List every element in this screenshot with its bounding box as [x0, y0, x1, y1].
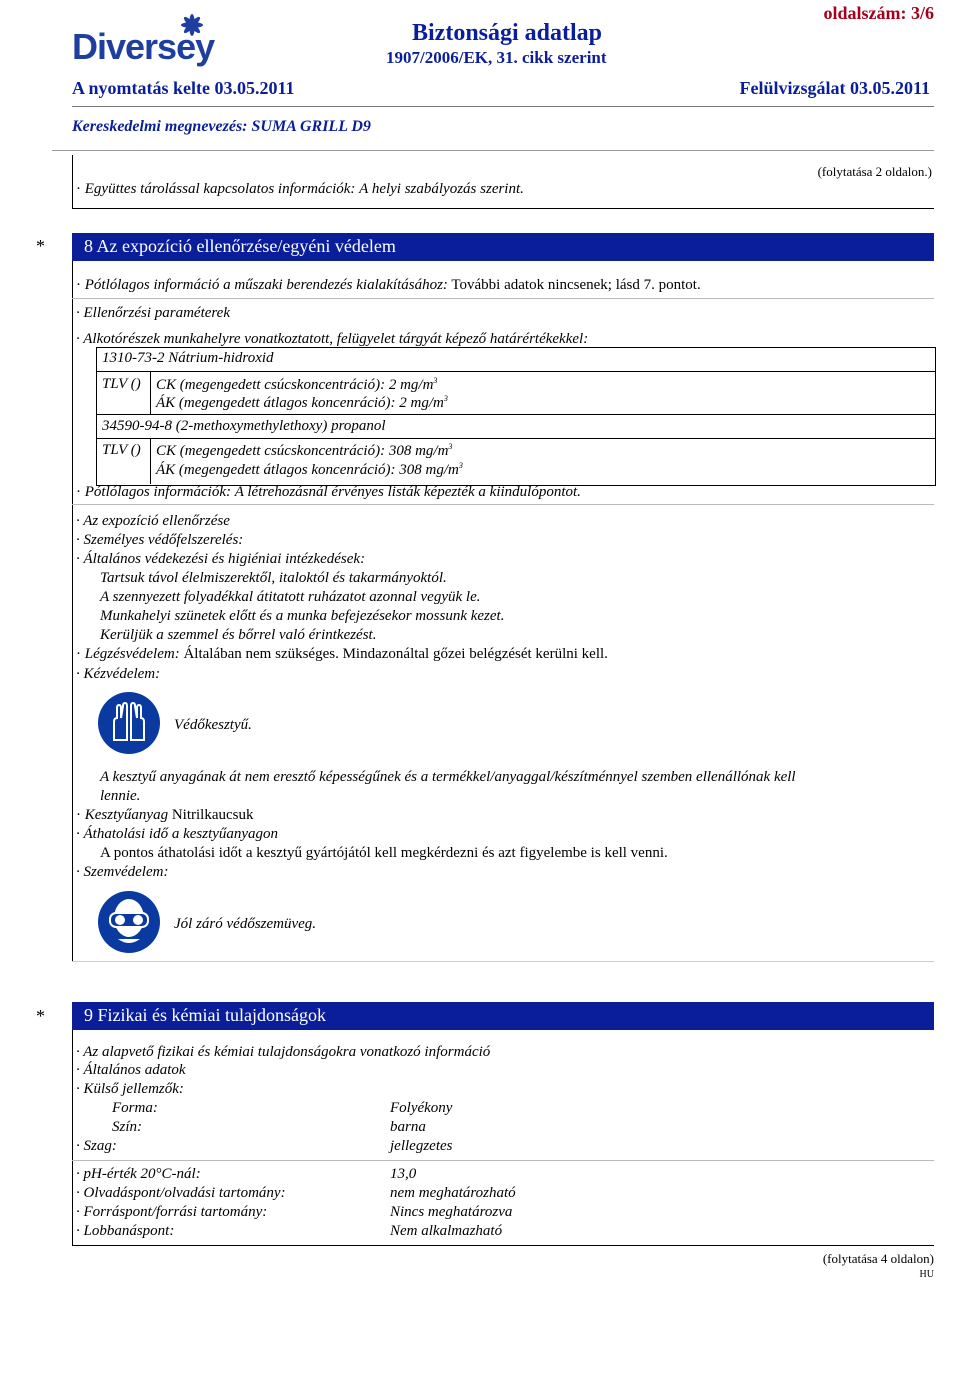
substance-name: 34590-94-8 (2-methoxymethylethoxy) propanol [102, 418, 386, 434]
header-divider-2 [52, 150, 934, 151]
exposure-control: · Az expozíció ellenőrzése [76, 513, 230, 530]
section9-title: 9 Fizikai és kémiai tulajdonságok [84, 1005, 326, 1025]
unit-exponent: 3 [458, 461, 463, 470]
property-value: Nincs meghatározva [390, 1204, 513, 1220]
section8-left-rule [72, 261, 73, 961]
property-value: Folyékony [390, 1100, 453, 1116]
unit-exponent: 3 [443, 394, 448, 403]
substance-limit [156, 394, 448, 412]
section8-title: 8 Az expozíció ellenőrzése/egyéni védelem [84, 236, 396, 256]
section9-left-rule [72, 1030, 73, 1245]
additional-divider [72, 504, 934, 505]
section8-star: * [36, 236, 45, 256]
unit-exponent: 3 [448, 442, 453, 451]
ppe-label: · Személyes védőfelszerelés: [76, 532, 243, 549]
unit-exponent: 3 [433, 376, 438, 385]
left-rule [72, 155, 73, 208]
glove-material [76, 807, 253, 824]
property-label: · Szag: [76, 1138, 117, 1155]
substance-col-line [150, 439, 151, 484]
print-date: A nyomtatás kelte 03.05.2011 [72, 78, 295, 98]
tech-divider [72, 298, 934, 299]
property-value: nem meghatározható [390, 1185, 516, 1201]
substance-row-line [96, 438, 936, 439]
substances-divider [96, 414, 936, 415]
property-label: · Lobbanáspont: [76, 1223, 174, 1240]
gloves-icon [98, 692, 160, 754]
property-value: barna [390, 1119, 426, 1135]
section9-star: * [36, 1006, 45, 1026]
penetration-label: · Áthatolási idő a kesztyűanyagon [76, 826, 278, 843]
language-code: HU [919, 1269, 934, 1280]
eye-protection-label: · Szemvédelem: [76, 864, 168, 881]
property-value: Nem alkalmazható [390, 1223, 503, 1239]
respiratory-protection [76, 646, 608, 663]
document-subtitle: 1907/2006/EK, 31. cikk szerint [386, 48, 607, 67]
substance-limit [156, 461, 463, 479]
respiratory-label: Légzésvédelem: [84, 646, 180, 662]
substance-row-line [96, 371, 936, 372]
substance-col-line [150, 372, 151, 414]
glove-material-note: A kesztyű anyagának át nem eresztő képességűnek és a termékkel/anyaggal/készítménnyel szemben ellenállónak kell [100, 769, 796, 785]
property-value: 13,0 [390, 1166, 417, 1182]
penetration-value: A pontos áthatolási időt a kesztyű gyártójától kell megkérdezni és azt figyelembe is kell venni. [100, 845, 668, 861]
additional-info-label: Pótlólagos információk: [84, 484, 231, 500]
general-data-label: · Általános adatok [76, 1062, 186, 1079]
glove-material-label: Kesztyűanyag [84, 807, 169, 823]
property-value: jellegzetes [390, 1138, 453, 1154]
storage-info-label: Együttes tárolással kapcsolatos információk: [84, 181, 356, 197]
document-title: Biztonsági adatlap [412, 20, 603, 46]
continued-from: (folytatása 2 oldalon.) [817, 164, 932, 179]
property-label: · pH-érték 20°C-nál: [76, 1166, 201, 1183]
goggles-icon [98, 891, 160, 953]
property-label: Forma: [112, 1100, 158, 1116]
section8-title-bar [72, 233, 934, 261]
revision-date: Felülvizsgálat 03.05.2011 [739, 78, 930, 98]
tech-info-label: Pótlólagos információ a műszaki berendezés kialakításához: [84, 277, 448, 293]
tech-info-value: További adatok nincsenek; lásd 7. pontot. [451, 277, 701, 293]
substance-limit-text: CK (megengedett csúcskoncentráció): 2 mg/m [156, 377, 434, 393]
substance-limit-text: ÁK (megengedett átlagos koncenráció): 308 mg/m [156, 462, 459, 478]
general-measures-label: · Általános védekezési és higiéniai intézkedések: [76, 551, 365, 568]
measure-item: A szennyezett folyadékkal átitatott ruházatot azonnal vegyük le. [100, 589, 481, 605]
substance-name: 1310-73-2 Nátrium-hidroxid [102, 350, 274, 366]
section9-title-bar [72, 1002, 934, 1030]
additional-info [76, 484, 581, 501]
components-label: · Alkotórészek munkahelyre vonatkoztatott, felügyelet tárgyát képező határértékekkel: [76, 331, 588, 348]
property-label: · Olvadáspont/olvadási tartomány: [76, 1185, 286, 1202]
page-number: oldalszám: 3/6 [823, 3, 934, 23]
substance-tag: TLV () [102, 376, 141, 392]
logo-text: Diversey [72, 26, 215, 67]
company-logo [72, 12, 222, 68]
tech-info [76, 277, 701, 294]
glove-material-value: Nitrilkaucsuk [171, 807, 254, 823]
trade-name: Kereskedelmi megnevezés: SUMA GRILL D9 [72, 118, 371, 135]
continued-to: (folytatása 4 oldalon) [822, 1251, 934, 1266]
section-divider [72, 208, 934, 209]
additional-info-value: A létrehozásnál érvényes listák képezték a kiindulópontot. [234, 484, 581, 500]
glove-material-note-cont: lennie. [100, 788, 141, 804]
substance-limit-text: CK (megengedett csúcskoncentráció): 308 mg/m [156, 443, 449, 459]
property-label: · Forráspont/forrási tartomány: [76, 1204, 267, 1221]
appearance-label: · Külső jellemzők: [76, 1081, 184, 1098]
measure-item: Kerüljük a szemmel és bőrrel való érintkezést. [100, 627, 377, 643]
section8-end-divider [72, 961, 934, 962]
substance-tag: TLV () [102, 442, 141, 458]
substance-limit [156, 442, 452, 460]
basic-info-label: · Az alapvető fizikai és kémiai tulajdonságokra vonatkozó információ [76, 1044, 490, 1061]
substance-limit-text: ÁK (megengedett átlagos koncenráció): 2 mg/m [156, 395, 444, 411]
section9-end-divider [72, 1245, 934, 1246]
goggles-caption: Jól záró védőszemüveg. [174, 916, 317, 932]
substance-limit [156, 376, 437, 394]
measure-item: Munkahelyi szünetek előtt és a munka befejezésekor mossunk kezet. [100, 608, 505, 624]
control-params: · Ellenőrzési paraméterek [76, 305, 230, 322]
property-label: Szín: [112, 1119, 142, 1135]
gloves-caption: Védőkesztyű. [174, 717, 252, 733]
measure-item: Tartsuk távol élelmiszerektől, italoktól és takarmányoktól. [100, 570, 447, 586]
respiratory-value: Általában nem szükséges. Mindazonáltal gőzei belégzését kerülni kell. [183, 646, 608, 662]
storage-info-value: A helyi szabályozás szerint. [359, 181, 524, 197]
hand-protection-label: · Kézvédelem: [76, 666, 160, 683]
storage-info [76, 181, 524, 198]
header-divider [72, 106, 934, 107]
properties-divider [72, 1160, 934, 1161]
